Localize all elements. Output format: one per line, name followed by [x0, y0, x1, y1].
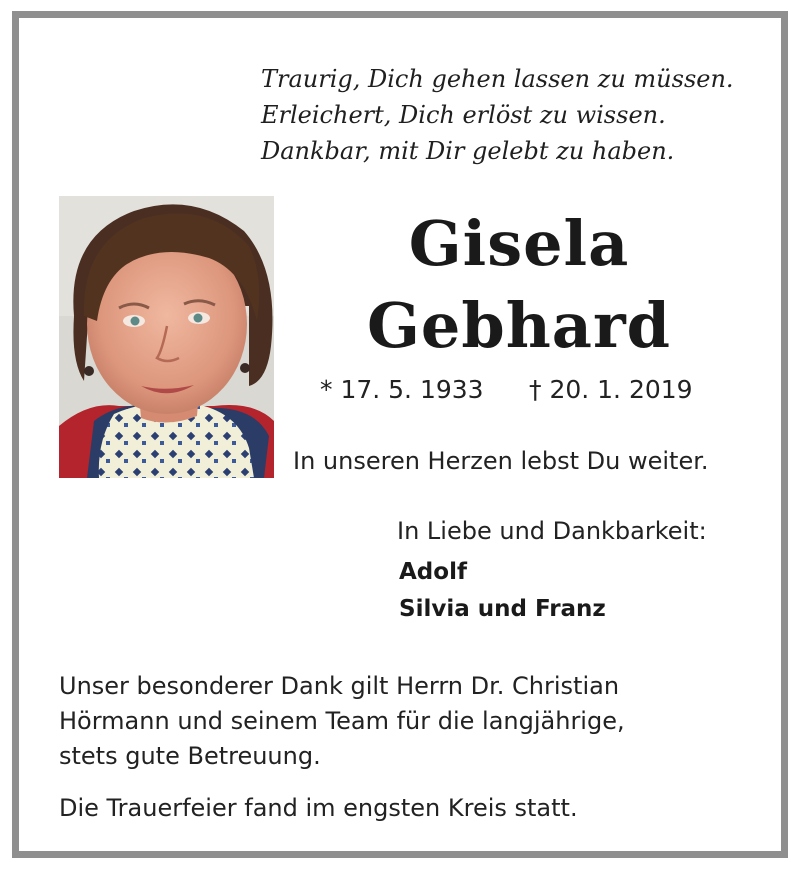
first-name: Gisela	[408, 207, 630, 280]
thanks-note-line: Hörmann und seinem Team für die langjährige,	[59, 707, 625, 735]
ceremony-note: Die Trauerfeier fand im engsten Kreis statt.	[59, 794, 578, 822]
poem-line: Traurig, Dich gehen lassen zu müssen.	[261, 65, 734, 93]
death-date: † 20. 1. 2019	[529, 375, 693, 404]
last-name: Gebhard	[366, 289, 671, 362]
mourner-name: Adolf	[399, 559, 467, 585]
thanks-note-line: stets gute Betreuung.	[59, 742, 321, 770]
mourner-name: Silvia und Franz	[399, 596, 606, 622]
mourners-intro: In Liebe und Dankbarkeit:	[397, 517, 707, 545]
thanks-note-line: Unser besonderer Dank gilt Herrn Dr. Christian	[59, 672, 620, 700]
poem-line: Dankbar, mit Dir gelebt zu haben.	[261, 137, 675, 165]
portrait-illustration	[59, 196, 274, 478]
poem-line: Erleichert, Dich erlöst zu wissen.	[261, 101, 666, 129]
obituary-frame	[12, 11, 788, 858]
poem	[261, 61, 781, 169]
thanks-note	[59, 669, 779, 774]
motto: In unseren Herzen lebst Du weiter.	[293, 447, 709, 475]
birth-date: * 17. 5. 1933	[320, 375, 484, 404]
portrait-photo	[59, 196, 274, 478]
